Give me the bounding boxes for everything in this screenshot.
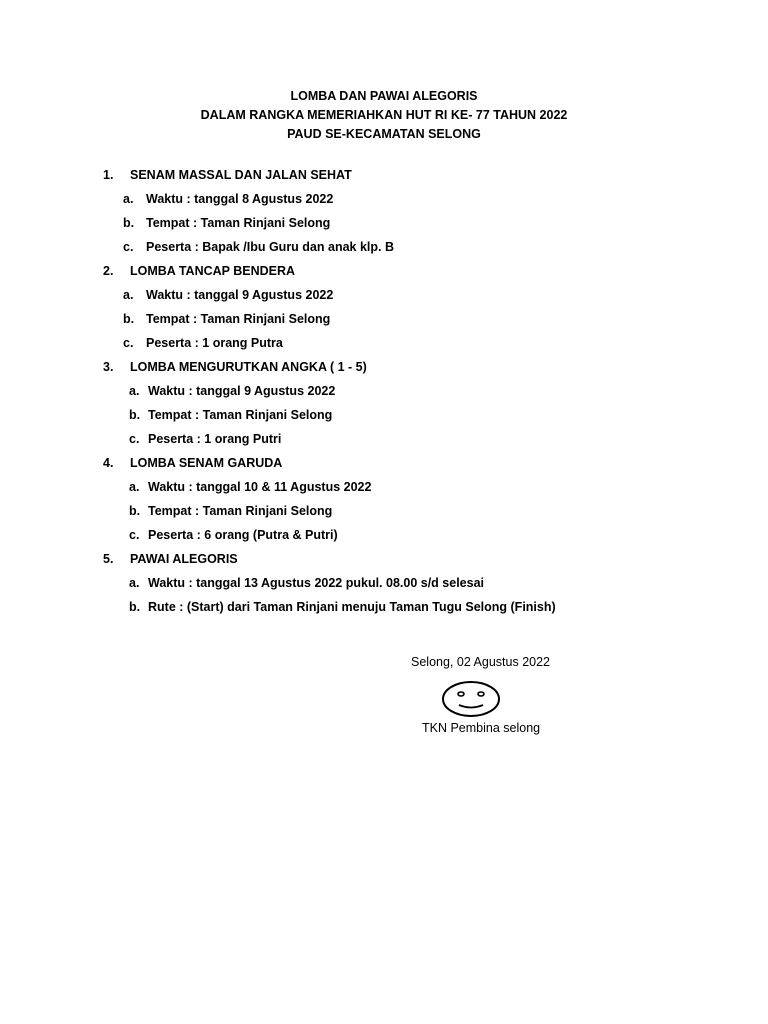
event-number: 1. <box>103 168 114 182</box>
detail-letter: c. <box>129 432 140 446</box>
event-detail <box>0 334 768 358</box>
event-detail <box>0 526 768 550</box>
event-list <box>0 166 768 622</box>
event-number: 2. <box>103 264 114 278</box>
detail-letter: b. <box>129 504 141 518</box>
detail-letter: c. <box>123 240 134 254</box>
event-number: 5. <box>103 552 114 566</box>
event-item-4 <box>0 454 768 478</box>
event-item-2 <box>0 262 768 286</box>
event-detail <box>0 286 768 310</box>
detail-text: Waktu : tanggal 13 Agustus 2022 pukul. 08.00 s/d selesai <box>148 576 484 590</box>
event-detail <box>0 406 768 430</box>
detail-text: Waktu : tanggal 8 Agustus 2022 <box>146 192 334 206</box>
event-detail <box>0 598 768 622</box>
header-organizer: PAUD SE-KECAMATAN SELONG <box>287 127 481 141</box>
detail-letter: a. <box>129 576 140 590</box>
event-detail <box>0 382 768 406</box>
document-header <box>0 87 768 144</box>
event-detail <box>0 574 768 598</box>
detail-text: Waktu : tanggal 10 & 11 Agustus 2022 <box>148 480 372 494</box>
detail-letter: a. <box>129 384 140 398</box>
detail-text: Peserta : Bapak /Ibu Guru dan anak klp. B <box>146 240 394 254</box>
place-date: Selong, 02 Agustus 2022 <box>411 655 551 669</box>
event-detail <box>0 478 768 502</box>
detail-letter: b. <box>123 312 135 326</box>
detail-text: Peserta : 1 orang Putri <box>148 432 282 446</box>
detail-text: Tempat : Taman Rinjani Selong <box>148 504 333 518</box>
smiley-face-icon <box>440 679 502 719</box>
detail-letter: a. <box>129 480 140 494</box>
event-detail <box>0 238 768 262</box>
event-title: LOMBA SENAM GARUDA <box>130 456 283 470</box>
event-detail <box>0 190 768 214</box>
event-detail <box>0 430 768 454</box>
event-title: LOMBA TANCAP BENDERA <box>130 264 296 278</box>
event-detail <box>0 502 768 526</box>
event-title: PAWAI ALEGORIS <box>130 552 238 566</box>
event-number: 4. <box>103 456 114 470</box>
detail-text: Tempat : Taman Rinjani Selong <box>146 216 331 230</box>
event-number: 3. <box>103 360 114 374</box>
detail-letter: b. <box>129 408 141 422</box>
detail-letter: c. <box>123 336 134 350</box>
detail-letter: a. <box>123 288 134 302</box>
detail-letter: c. <box>129 528 140 542</box>
detail-text: Waktu : tanggal 9 Agustus 2022 <box>148 384 336 398</box>
detail-letter: b. <box>129 600 141 614</box>
detail-text: Peserta : 6 orang (Putra & Putri) <box>148 528 338 542</box>
signatory-name: TKN Pembina selong <box>422 721 541 735</box>
detail-text: Tempat : Taman Rinjani Selong <box>146 312 331 326</box>
detail-letter: a. <box>123 192 134 206</box>
detail-text: Peserta : 1 orang Putra <box>146 336 283 350</box>
header-subtitle: DALAM RANGKA MEMERIAHKAN HUT RI KE- 77 TAHUN 2022 <box>200 108 568 122</box>
event-item-5 <box>0 550 768 574</box>
event-item-1 <box>0 166 768 190</box>
header-title: LOMBA DAN PAWAI ALEGORIS <box>290 89 478 103</box>
detail-text: Rute : (Start) dari Taman Rinjani menuju Taman Tugu Selong (Finish) <box>148 600 556 614</box>
event-detail <box>0 310 768 334</box>
event-detail <box>0 214 768 238</box>
event-title: SENAM MASSAL DAN JALAN SEHAT <box>130 168 352 182</box>
event-title: LOMBA MENGURUTKAN ANGKA ( 1 - 5) <box>130 360 367 374</box>
detail-letter: b. <box>123 216 135 230</box>
detail-text: Waktu : tanggal 9 Agustus 2022 <box>146 288 334 302</box>
event-item-3 <box>0 358 768 382</box>
detail-text: Tempat : Taman Rinjani Selong <box>148 408 333 422</box>
